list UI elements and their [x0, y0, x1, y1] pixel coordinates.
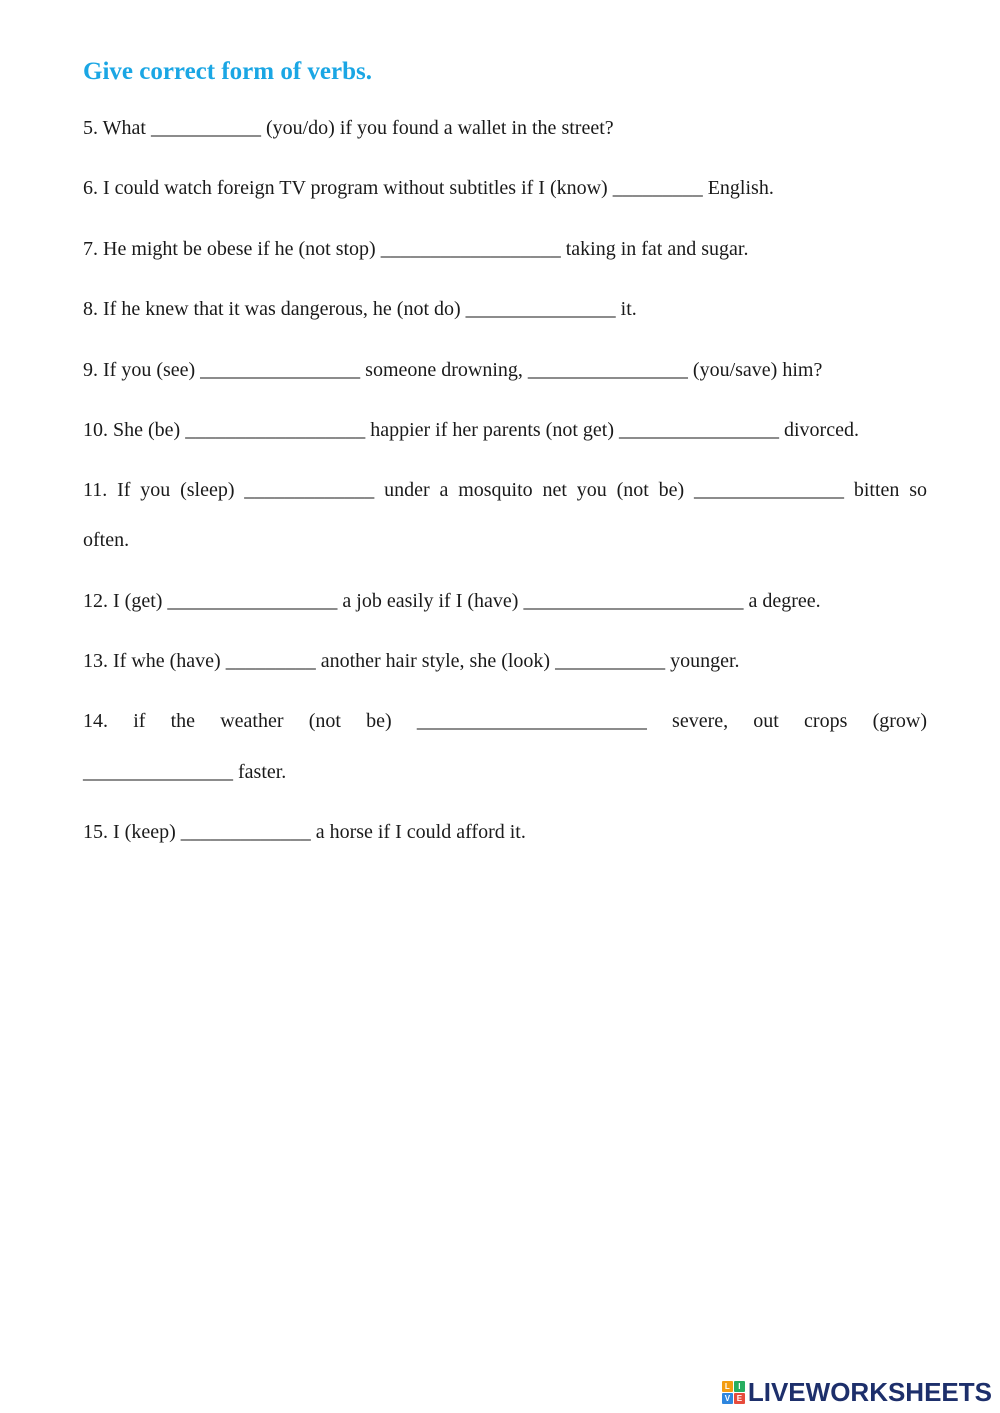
question-5: 5. What ___________ (you/do) if you found a wallet in the street? — [83, 117, 614, 139]
question-9: 9. If you (see) ________________ someone drowning, ________________ (you/save) him? — [83, 359, 823, 381]
question-11-line-1: 11. If you (sleep) _____________ under a mosquito net you (not be) _______________ bitten so — [83, 479, 927, 501]
question-10: 10. She (be) __________________ happier if her parents (not get) ________________ divorced. — [83, 419, 859, 441]
logo-letter: E — [734, 1393, 745, 1404]
question-15: 15. I (keep) _____________ a horse if I could afford it. — [83, 821, 526, 843]
question-11-line-2: often. — [83, 529, 130, 551]
logo-letter: V — [722, 1393, 733, 1404]
liveworksheets-brand — [722, 1379, 992, 1405]
question-12: 12. I (get) _________________ a job easily if I (have) ______________________ a degree. — [83, 590, 821, 612]
question-14-line-2: _______________ faster. — [83, 761, 287, 783]
question-6: 6. I could watch foreign TV program without subtitles if I (know) _________ English. — [83, 177, 774, 199]
question-14-line-1: 14. if the weather (not be) _______________________ severe, out crops (grow) — [83, 710, 927, 732]
worksheet-title: Give correct form of verbs. — [83, 58, 372, 85]
liveworksheets-logo-icon — [722, 1381, 745, 1404]
logo-letter: I — [734, 1381, 745, 1392]
question-8: 8. If he knew that it was dangerous, he (not do) _______________ it. — [83, 298, 637, 320]
liveworksheets-wordmark: LIVEWORKSHEETS — [747, 1377, 992, 1407]
logo-letter: L — [722, 1381, 733, 1392]
question-7: 7. He might be obese if he (not stop) __________________ taking in fat and sugar. — [83, 238, 749, 260]
question-13: 13. If whe (have) _________ another hair style, she (look) ___________ younger. — [83, 650, 740, 672]
